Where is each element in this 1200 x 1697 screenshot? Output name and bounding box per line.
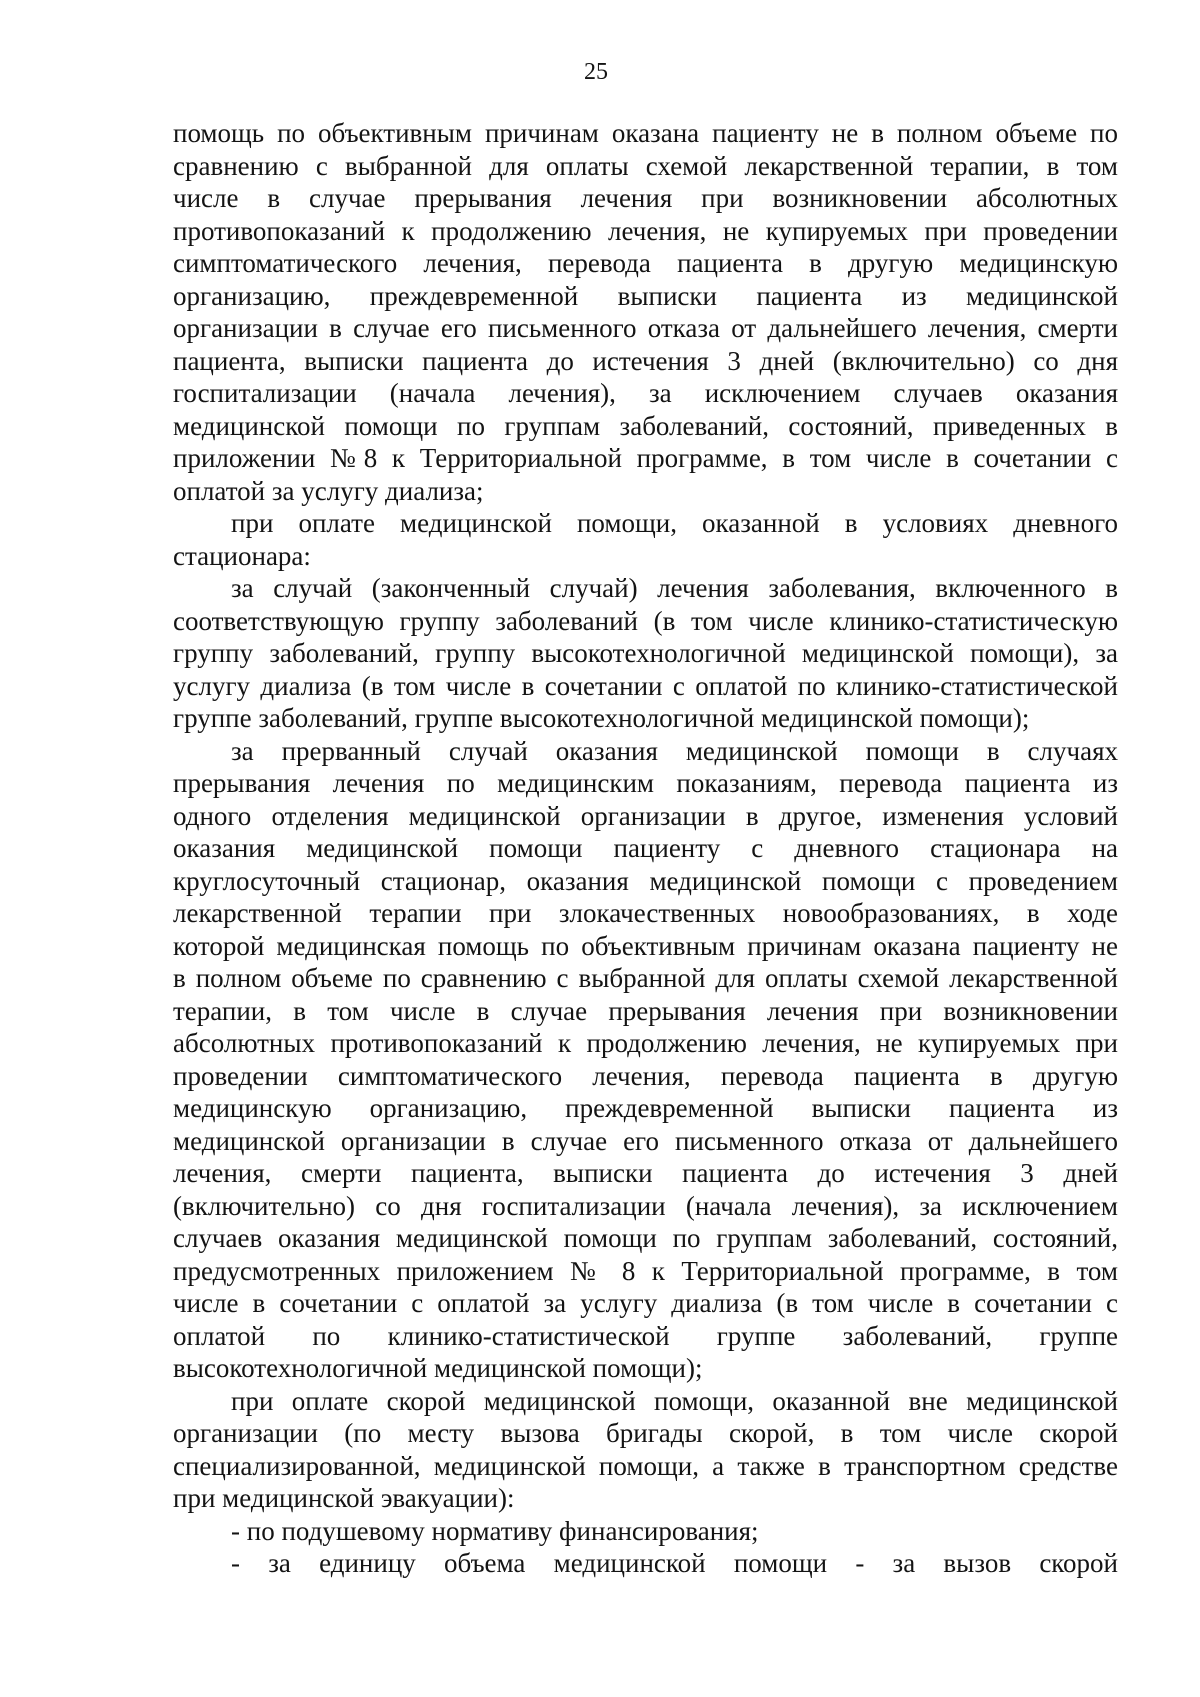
- text-line: лекарственной терапии при злокачественных новообразованиях, в ходе: [173, 898, 1118, 928]
- text-line: организации в случае его письменного отказа от дальнейшего лечения, смерти: [173, 313, 1118, 343]
- list-item: [173, 1515, 1118, 1548]
- text-line: за прерванный случай оказания медицинской помощи в случаях: [231, 735, 1118, 766]
- text-line: за случай (законченный случай) лечения заболевания, включенного в: [231, 573, 1118, 603]
- text-line: при медицинской эвакуации):: [173, 1483, 515, 1513]
- text-line: организации (по месту вызова бригады скорой, в том числе скорой: [173, 1418, 1118, 1448]
- paragraph: [173, 117, 1118, 507]
- text-line: при оплате скорой медицинской помощи, оказанной вне медицинской: [231, 1385, 1118, 1416]
- text-line: соответствующую группу заболеваний (в том числе клинико-статистическую: [173, 605, 1118, 636]
- text-line: терапии, в том числе в случае прерывания лечения при возникновении: [173, 995, 1118, 1026]
- paragraph: [173, 572, 1118, 735]
- text-line: сравнению с выбранной для оплаты схемой лекарственной терапии, в том: [173, 150, 1118, 181]
- document-body: [173, 117, 1118, 1580]
- text-line: группу заболеваний, группу высокотехнологичной медицинской помощи), за: [173, 638, 1118, 668]
- page-number: 25: [584, 59, 608, 85]
- text-line: случаев оказания медицинской помощи по группам заболеваний, состояний,: [173, 1223, 1118, 1253]
- text-line: услугу диализа (в том числе в сочетании с оплатой по клинико-статистической: [173, 670, 1118, 701]
- text-line: высокотехнологичной медицинской помощи);: [173, 1353, 703, 1383]
- text-line: медицинской помощи по группам заболеваний, состояний, приведенных в: [173, 410, 1118, 441]
- text-line: лечения, смерти пациента, выписки пациента до истечения 3 дней: [173, 1158, 1118, 1188]
- text-line: организацию, преждевременной выписки пациента из медицинской: [173, 280, 1118, 311]
- text-line: медицинской организации в случае его письменного отказа от дальнейшего: [173, 1125, 1118, 1156]
- paragraph: [173, 735, 1118, 1385]
- text-line: медицинскую организацию, преждевременной выписки пациента из: [173, 1093, 1118, 1123]
- text-line: числе в случае прерывания лечения при возникновении абсолютных: [173, 183, 1118, 213]
- paragraph: [173, 1385, 1118, 1515]
- text-line: оплатой за услугу диализа;: [173, 475, 484, 506]
- text-line: при оплате медицинской помощи, оказанной в условиях дневного: [231, 508, 1118, 538]
- text-line: которой медицинская помощь по объективным причинам оказана пациенту не: [173, 930, 1118, 961]
- text-line: - за единицу объема медицинской помощи - за вызов скорой: [231, 1548, 1118, 1578]
- text-line: госпитализации (начала лечения), за исключением случаев оказания: [173, 378, 1118, 408]
- text-line: предусмотренных приложением № 8 к Территориальной программе, в том: [173, 1255, 1118, 1286]
- list-item: [173, 1547, 1118, 1580]
- text-line: оплатой по клинико-статистической группе заболеваний, группе: [173, 1320, 1118, 1351]
- text-line: круглосуточный стационар, оказания медицинской помощи с проведением: [173, 865, 1118, 896]
- text-line: абсолютных противопоказаний к продолжению лечения, не купируемых при: [173, 1028, 1118, 1058]
- text-line: прерывания лечения по медицинским показаниям, перевода пациента из: [173, 768, 1118, 798]
- text-line: стационара:: [173, 540, 311, 571]
- text-line: - по подушевому нормативу финансирования;: [231, 1515, 759, 1546]
- text-line: специализированной, медицинской помощи, а также в транспортном средстве: [173, 1450, 1118, 1481]
- text-line: симптоматического лечения, перевода пациента в другую медицинскую: [173, 248, 1118, 278]
- text-line: одного отделения медицинской организации в другое, изменения условий: [173, 800, 1118, 831]
- text-line: в полном объеме по сравнению с выбранной для оплаты схемой лекарственной: [173, 963, 1118, 993]
- text-line: приложении №8 к Территориальной программе, в том числе в сочетании с: [173, 443, 1118, 473]
- text-line: оказания медицинской помощи пациенту с дневного стационара на: [173, 833, 1118, 863]
- text-line: противопоказаний к продолжению лечения, не купируемых при проведении: [173, 215, 1118, 246]
- text-line: числе в сочетании с оплатой за услугу диализа (в том числе в сочетании с: [173, 1288, 1118, 1318]
- text-line: (включительно) со дня госпитализации (начала лечения), за исключением: [173, 1190, 1118, 1221]
- text-line: группе заболеваний, группе высокотехнологичной медицинской помощи);: [173, 703, 1030, 733]
- paragraph: [173, 507, 1118, 572]
- text-line: помощь по объективным причинам оказана пациенту не в полном объеме по: [173, 118, 1118, 148]
- text-line: пациента, выписки пациента до истечения 3 дней (включительно) со дня: [173, 345, 1118, 376]
- text-line: проведении симптоматического лечения, перевода пациента в другую: [173, 1060, 1118, 1091]
